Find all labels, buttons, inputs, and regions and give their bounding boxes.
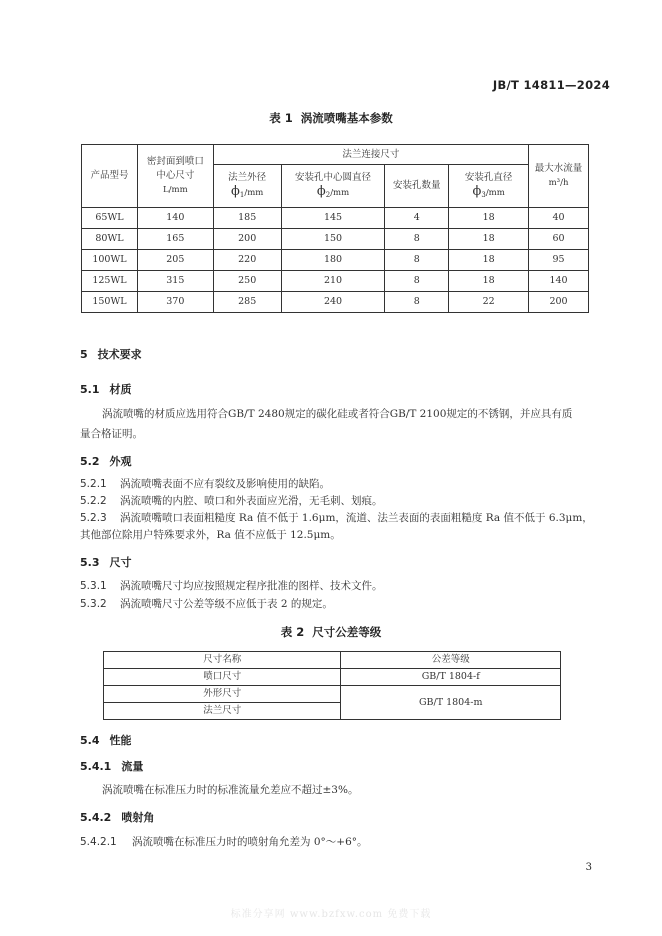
cell-max-flow: 95 bbox=[529, 250, 589, 271]
table-row bbox=[82, 292, 589, 313]
section-title: 性能 bbox=[109, 734, 132, 747]
cell-dimension-name: 法兰尺寸 bbox=[104, 703, 341, 720]
cell-hole-d: 18 bbox=[449, 208, 529, 229]
cell-hole-d: 22 bbox=[449, 292, 529, 313]
th-outer-label: 法兰外径 bbox=[228, 171, 267, 183]
paragraph-5-4-1: 涡流喷嘴在标准压力时的标准流量允差应不超过±3%。 bbox=[102, 784, 359, 796]
cell-hole-count: 8 bbox=[385, 229, 449, 250]
cell-seal: 370 bbox=[137, 292, 213, 313]
unit-mm: /mm bbox=[330, 187, 350, 198]
section-title: 材质 bbox=[109, 383, 132, 396]
section-5-2-heading bbox=[80, 453, 132, 469]
table1 bbox=[81, 144, 589, 313]
table2-label: 表 2 bbox=[280, 625, 305, 639]
unit-mm: /mm bbox=[485, 187, 505, 198]
section-title: 喷射角 bbox=[121, 811, 155, 824]
cell-bolt-circle: 180 bbox=[281, 250, 385, 271]
phi-subscript: 2 bbox=[325, 190, 331, 199]
unit-mm: /mm bbox=[244, 187, 264, 198]
th-outer-diameter bbox=[213, 165, 281, 208]
cell-bolt-circle: 240 bbox=[281, 292, 385, 313]
cell-seal: 205 bbox=[137, 250, 213, 271]
cell-model: 100WL bbox=[82, 250, 138, 271]
cell-outer: 220 bbox=[213, 250, 281, 271]
clause-5-2-3-line2: 其他部位除用户特殊要求外，Ra 值不应低于 12.5μm。 bbox=[80, 529, 341, 541]
clause-5-3-1 bbox=[80, 576, 383, 596]
cell-dimension-name: 喷口尺寸 bbox=[104, 669, 341, 686]
th-bolt-label: 安装孔中心圆直径 bbox=[295, 171, 372, 183]
paragraph-5-1-line1: 涡流喷嘴的材质应选用符合GB/T 2480规定的碳化硅或者符合GB/T 2100规定的不锈钢，并应具有质 bbox=[102, 408, 573, 420]
table-row bbox=[82, 250, 589, 271]
table-row bbox=[82, 229, 589, 250]
section-number: 5.3 bbox=[80, 556, 100, 569]
phi-subscript: 1 bbox=[239, 190, 245, 199]
paragraph-5-1-line2: 量合格证明。 bbox=[80, 428, 143, 440]
table2-title: 尺寸公差等级 bbox=[312, 625, 382, 639]
cell-model: 125WL bbox=[82, 271, 138, 292]
page-number: 3 bbox=[585, 862, 592, 873]
th-max-flow-label: 最大水流量 bbox=[534, 163, 583, 174]
section-number: 5 bbox=[80, 348, 88, 361]
cell-outer: 200 bbox=[213, 229, 281, 250]
th-bolt-circle bbox=[281, 165, 385, 208]
section-title: 外观 bbox=[109, 455, 132, 468]
th-hole-label: 安装孔直径 bbox=[464, 171, 513, 183]
cell-hole-d: 18 bbox=[449, 250, 529, 271]
th-hole-diameter bbox=[449, 165, 529, 208]
cell-hole-count: 4 bbox=[385, 208, 449, 229]
table1-title: 涡流喷嘴基本参数 bbox=[300, 111, 393, 125]
table2-caption bbox=[0, 624, 662, 640]
clause-number: 5.2.1 bbox=[80, 478, 107, 490]
th-model: 产品型号 bbox=[82, 145, 138, 208]
cell-bolt-circle: 210 bbox=[281, 271, 385, 292]
th-seal-unit: L/mm bbox=[163, 185, 188, 195]
clause-number: 5.4.2.1 bbox=[80, 836, 117, 848]
th-tolerance-grade: 公差等级 bbox=[341, 652, 561, 669]
standard-number-header: JB/T 14811—2024 bbox=[492, 78, 610, 92]
section-number: 5.1 bbox=[80, 383, 100, 396]
cell-dimension-name: 外形尺寸 bbox=[104, 686, 341, 703]
cell-bolt-circle: 145 bbox=[281, 208, 385, 229]
phi-symbol: ϕ bbox=[472, 183, 482, 199]
cell-hole-count: 8 bbox=[385, 292, 449, 313]
table-row bbox=[104, 669, 561, 686]
cell-model: 150WL bbox=[82, 292, 138, 313]
cell-tolerance-grade: GB/T 1804-f bbox=[341, 669, 561, 686]
clause-number: 5.2.3 bbox=[80, 512, 107, 524]
clause-text: 涡流喷嘴喷口表面粗糙度 Ra 值不低于 1.6μm，流道、法兰表面的表面粗糙度 Ra 值不低于 6.3μm， bbox=[120, 512, 593, 524]
clause-text: 涡流喷嘴尺寸公差等级不应低于表 2 的规定。 bbox=[120, 598, 333, 610]
table1-label: 表 1 bbox=[269, 111, 293, 125]
section-title: 流量 bbox=[121, 760, 144, 773]
clause-text: 涡流喷嘴表面不应有裂纹及影响使用的缺陷。 bbox=[120, 478, 330, 490]
clause-number: 5.2.2 bbox=[80, 495, 107, 507]
cell-bolt-circle: 150 bbox=[281, 229, 385, 250]
th-seal-distance bbox=[137, 145, 213, 208]
cell-hole-count: 8 bbox=[385, 250, 449, 271]
table1-caption bbox=[0, 110, 662, 126]
cell-outer: 285 bbox=[213, 292, 281, 313]
section-5-3-heading bbox=[80, 554, 132, 570]
th-seal-line2: 中心尺寸 bbox=[156, 170, 195, 181]
cell-model: 65WL bbox=[82, 208, 138, 229]
section-5-heading bbox=[80, 346, 142, 362]
section-title: 尺寸 bbox=[109, 556, 132, 569]
phi-symbol: ϕ bbox=[231, 183, 240, 199]
cell-hole-d: 18 bbox=[449, 271, 529, 292]
clause-text: 涡流喷嘴在标准压力时的喷射角允差为 0°～+6°。 bbox=[132, 836, 368, 848]
clause-5-4-2-1 bbox=[80, 832, 368, 852]
cell-max-flow: 140 bbox=[529, 271, 589, 292]
th-flange-group: 法兰连接尺寸 bbox=[213, 145, 528, 165]
cell-outer: 185 bbox=[213, 208, 281, 229]
phi-symbol: ϕ bbox=[316, 183, 326, 199]
section-5-4-2-heading bbox=[80, 809, 154, 825]
cell-seal: 315 bbox=[137, 271, 213, 292]
th-max-flow bbox=[529, 145, 589, 208]
cell-hole-d: 18 bbox=[449, 229, 529, 250]
cell-hole-count: 8 bbox=[385, 271, 449, 292]
cell-tolerance-grade: GB/T 1804-m bbox=[341, 686, 561, 720]
table-row bbox=[82, 271, 589, 292]
cell-max-flow: 60 bbox=[529, 229, 589, 250]
clause-text: 涡流喷嘴尺寸均应按照规定程序批准的图样、技术文件。 bbox=[120, 580, 383, 592]
section-number: 5.2 bbox=[80, 455, 100, 468]
clause-5-3-2 bbox=[80, 594, 333, 614]
section-number: 5.4.2 bbox=[80, 811, 112, 824]
cell-max-flow: 200 bbox=[529, 292, 589, 313]
section-number: 5.4.1 bbox=[80, 760, 112, 773]
th-dimension-name: 尺寸名称 bbox=[104, 652, 341, 669]
th-max-flow-unit: m³/h bbox=[548, 178, 569, 188]
cell-seal: 140 bbox=[137, 208, 213, 229]
th-hole-count: 安装孔数量 bbox=[385, 165, 449, 208]
cell-seal: 165 bbox=[137, 229, 213, 250]
th-seal-line1: 密封面到喷口 bbox=[146, 156, 204, 167]
clause-text: 涡流喷嘴的内腔、喷口和外表面应光滑，无毛刺、划痕。 bbox=[120, 495, 383, 507]
watermark: 标准分享网 www.bzfxw.com 免费下载 bbox=[230, 909, 432, 920]
cell-model: 80WL bbox=[82, 229, 138, 250]
phi-subscript: 3 bbox=[481, 190, 486, 199]
section-5-4-1-heading bbox=[80, 758, 143, 774]
section-title: 技术要求 bbox=[97, 348, 142, 361]
section-5-4-heading bbox=[80, 732, 132, 748]
clause-number: 5.3.1 bbox=[80, 580, 107, 592]
section-5-1-heading bbox=[80, 381, 132, 397]
section-number: 5.4 bbox=[80, 734, 100, 747]
cell-max-flow: 40 bbox=[529, 208, 589, 229]
table-row bbox=[104, 686, 561, 703]
table2 bbox=[103, 651, 561, 720]
clause-number: 5.3.2 bbox=[80, 598, 107, 610]
table-row bbox=[82, 208, 589, 229]
cell-outer: 250 bbox=[213, 271, 281, 292]
